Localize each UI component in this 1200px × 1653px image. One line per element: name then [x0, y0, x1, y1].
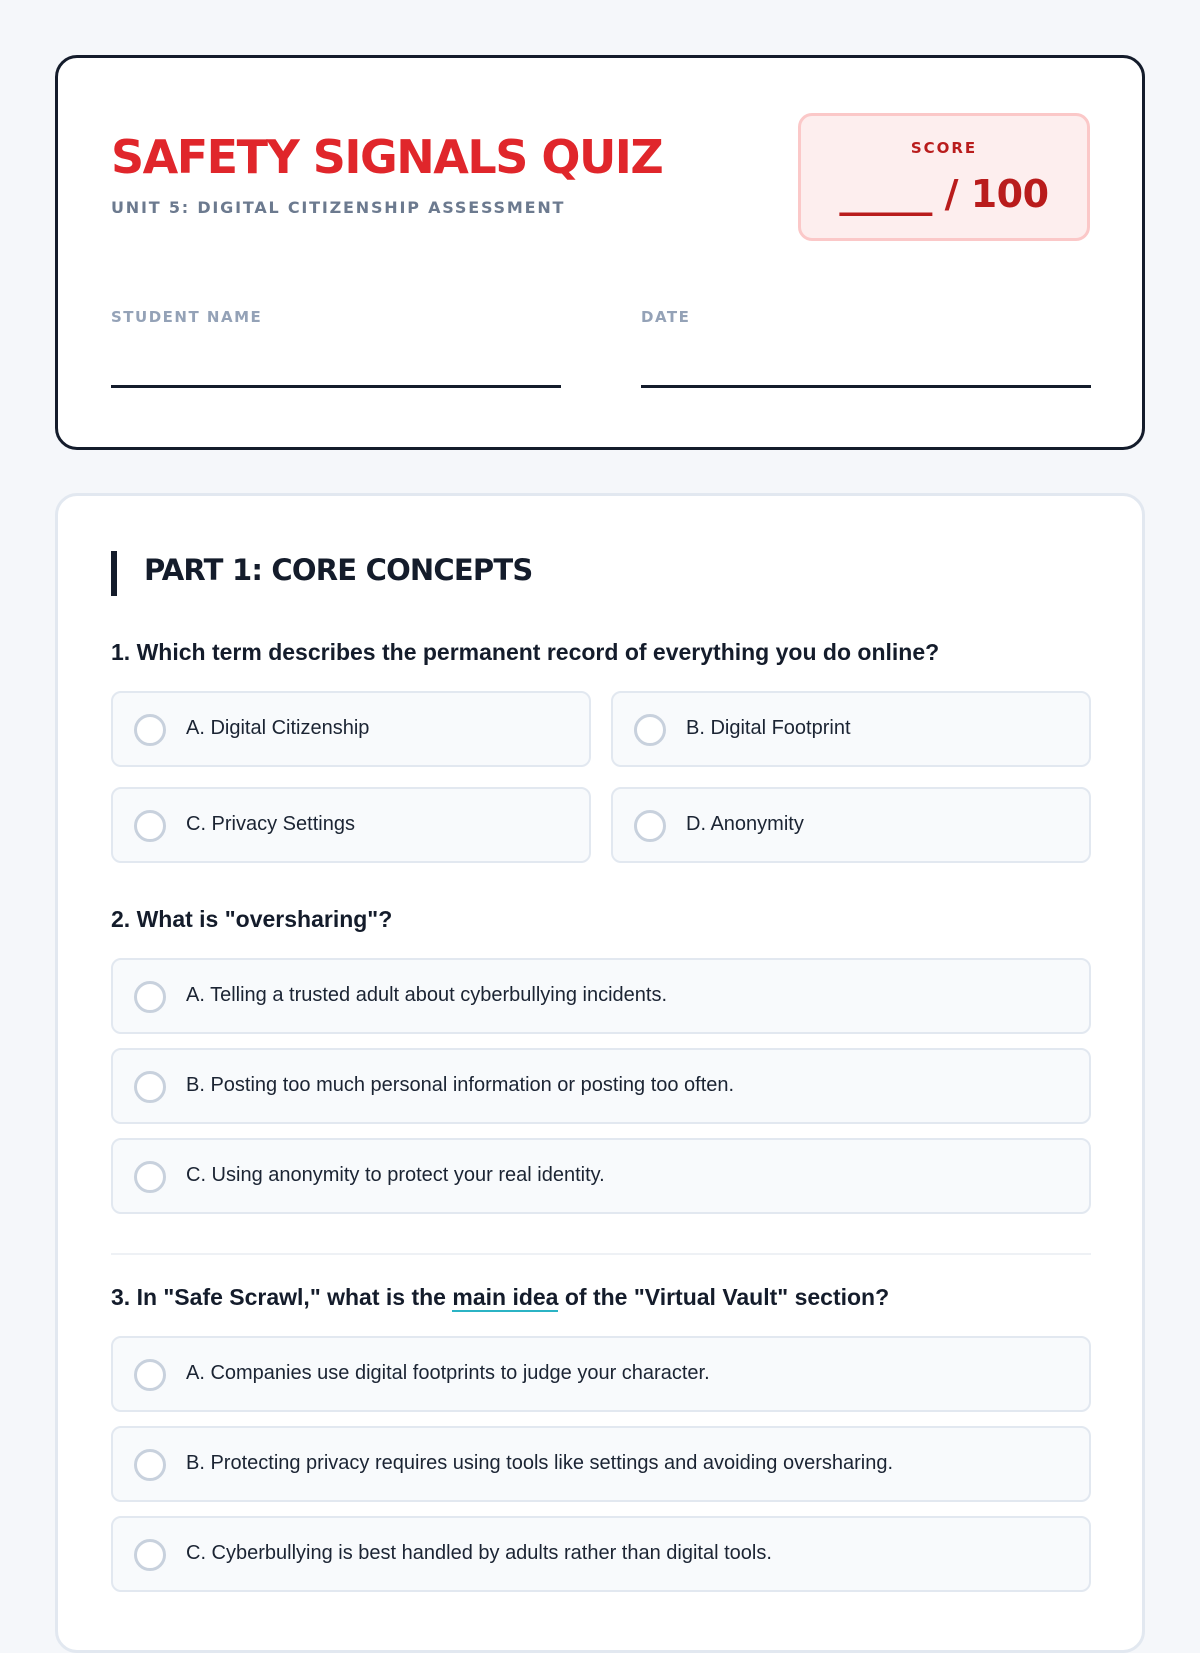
radio-button[interactable] [134, 1539, 166, 1571]
option-label: A. Companies use digital footprints to judge your character. [186, 1362, 710, 1384]
q3-option-a[interactable] [111, 1336, 1091, 1412]
option-label: C. Cyberbullying is best handled by adults rather than digital tools. [186, 1542, 772, 1564]
radio-button[interactable] [634, 714, 666, 746]
option-label: B. Digital Footprint [686, 717, 851, 739]
question-1-text: 1. Which term describes the permanent record of everything you do online? [111, 639, 940, 665]
radio-button[interactable] [134, 1359, 166, 1391]
quiz-subtitle: UNIT 5: DIGITAL CITIZENSHIP ASSESSMENT [111, 198, 566, 217]
q2-option-a[interactable] [111, 958, 1091, 1034]
q1-option-c[interactable] [111, 787, 591, 863]
radio-button[interactable] [134, 810, 166, 842]
date-label: DATE [641, 308, 691, 326]
q3-option-b[interactable] [111, 1426, 1091, 1502]
q1-option-b[interactable] [611, 691, 1091, 767]
radio-button[interactable] [134, 1161, 166, 1193]
quiz-header-card [55, 55, 1145, 450]
q1-option-d[interactable] [611, 787, 1091, 863]
student-name-label: STUDENT NAME [111, 308, 263, 326]
date-field[interactable] [641, 385, 1091, 388]
section-accent-bar [111, 551, 117, 596]
quiz-title: SAFETY SIGNALS QUIZ [111, 130, 663, 184]
radio-button[interactable] [134, 714, 166, 746]
q2-option-b[interactable] [111, 1048, 1091, 1124]
main-idea-term: main idea [452, 1284, 559, 1310]
score-value: _____ / 100 [839, 172, 1049, 216]
option-label: C. Privacy Settings [186, 813, 355, 835]
section-title: PART 1: CORE CONCEPTS [144, 553, 533, 587]
radio-button[interactable] [134, 1071, 166, 1103]
option-label: A. Telling a trusted adult about cyberbullying incidents. [186, 984, 668, 1006]
student-name-field[interactable] [111, 385, 561, 388]
score-label: SCORE [910, 139, 978, 157]
question-3-suffix: of the "Virtual Vault" section? [558, 1284, 890, 1310]
quiz-section-card [55, 493, 1145, 1653]
radio-button[interactable] [634, 810, 666, 842]
option-label: B. Posting too much personal information or posting too often. [186, 1074, 735, 1096]
score-box [798, 113, 1090, 241]
q2-option-c[interactable] [111, 1138, 1091, 1214]
option-label: C. Using anonymity to protect your real identity. [186, 1164, 605, 1186]
radio-button[interactable] [134, 1449, 166, 1481]
question-3-text [111, 1284, 889, 1311]
option-label: D. Anonymity [686, 813, 804, 835]
option-label: A. Digital Citizenship [186, 717, 370, 739]
question-3-prefix: 3. In "Safe Scrawl," what is the [111, 1284, 453, 1310]
option-label: B. Protecting privacy requires using tools like settings and avoiding oversharing. [186, 1452, 894, 1474]
radio-button[interactable] [134, 981, 166, 1013]
question-divider [111, 1253, 1091, 1255]
question-2-text: 2. What is "oversharing"? [111, 906, 393, 932]
q3-option-c[interactable] [111, 1516, 1091, 1592]
q1-option-a[interactable] [111, 691, 591, 767]
